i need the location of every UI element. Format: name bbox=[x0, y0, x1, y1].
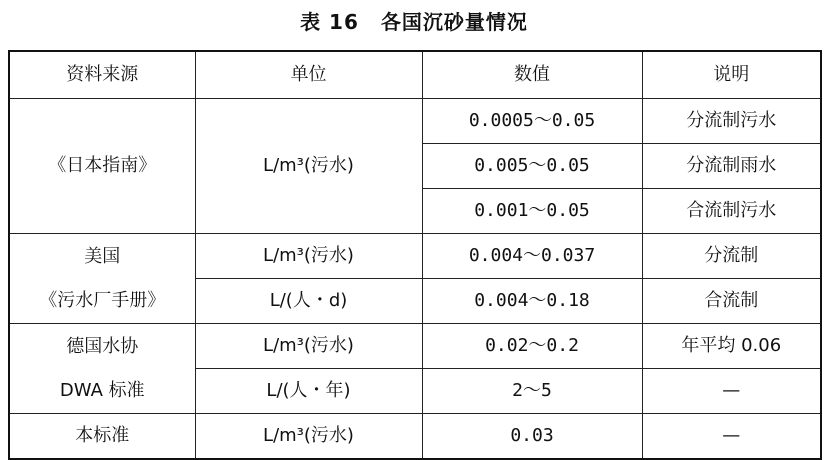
unit-cell: L/m³(污水) bbox=[195, 234, 422, 279]
source-line: 德国水协 bbox=[66, 335, 139, 357]
source-line: 《污水厂手册》 bbox=[39, 289, 166, 311]
table-title: 各国沉砂量情况 bbox=[380, 10, 528, 34]
unit-cell: L/(人・年) bbox=[195, 369, 422, 414]
value-cell: 0.02～0.2 bbox=[422, 324, 642, 369]
note-cell: 年平均 0.06 bbox=[642, 324, 821, 369]
source-cell: 《日本指南》 bbox=[9, 99, 195, 234]
header-note: 说明 bbox=[642, 51, 821, 99]
unit-cell: L/m³(污水) bbox=[195, 99, 422, 234]
table-number: 表 16 bbox=[300, 10, 359, 34]
note-cell: — bbox=[642, 414, 821, 460]
table-row bbox=[9, 414, 821, 460]
source-cell bbox=[9, 324, 195, 414]
value-cell: 0.03 bbox=[422, 414, 642, 460]
note-cell: — bbox=[642, 369, 821, 414]
note-cell: 分流制雨水 bbox=[642, 144, 821, 189]
unit-cell: L/(人・d) bbox=[195, 279, 422, 324]
value-cell: 0.004～0.037 bbox=[422, 234, 642, 279]
header-source: 资料来源 bbox=[9, 51, 195, 99]
note-cell: 分流制污水 bbox=[642, 99, 821, 144]
header-unit: 单位 bbox=[195, 51, 422, 99]
value-cell: 0.005～0.05 bbox=[422, 144, 642, 189]
note-cell: 合流制 bbox=[642, 279, 821, 324]
table-caption bbox=[0, 6, 828, 35]
note-cell: 分流制 bbox=[642, 234, 821, 279]
note-cell: 合流制污水 bbox=[642, 189, 821, 234]
source-line: 美国 bbox=[84, 245, 121, 267]
table-row bbox=[9, 324, 821, 369]
header-value: 数值 bbox=[422, 51, 642, 99]
value-cell: 0.004～0.18 bbox=[422, 279, 642, 324]
source-cell bbox=[9, 234, 195, 324]
value-cell: 2～5 bbox=[422, 369, 642, 414]
value-cell: 0.001～0.05 bbox=[422, 189, 642, 234]
source-line: DWA 标准 bbox=[59, 379, 145, 401]
header-row bbox=[9, 51, 821, 99]
source-cell: 本标准 bbox=[9, 414, 195, 460]
table-row bbox=[9, 234, 821, 279]
table-row bbox=[9, 99, 821, 144]
unit-cell: L/m³(污水) bbox=[195, 414, 422, 460]
unit-cell: L/m³(污水) bbox=[195, 324, 422, 369]
value-cell: 0.0005～0.05 bbox=[422, 99, 642, 144]
sediment-table bbox=[8, 50, 822, 460]
